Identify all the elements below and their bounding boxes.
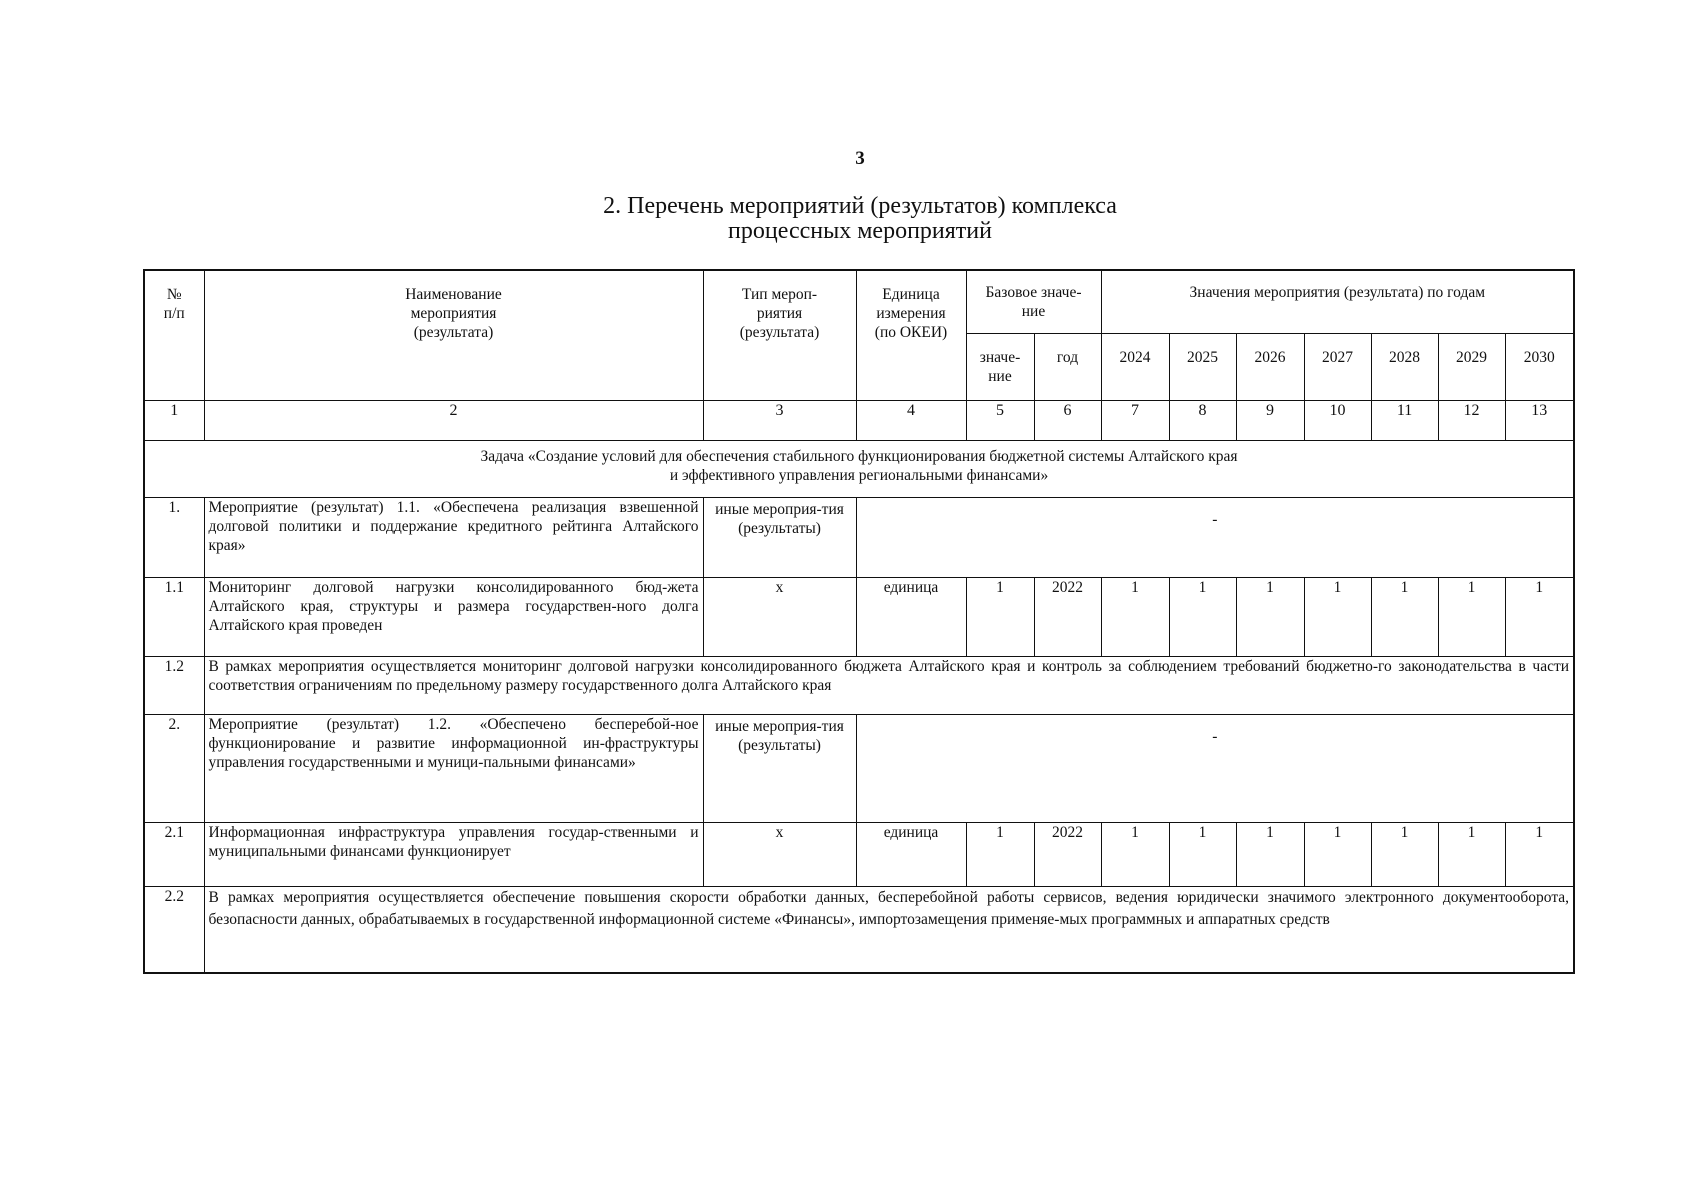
column-number: 6	[1034, 400, 1101, 440]
column-number: 8	[1169, 400, 1236, 440]
row-number: 2.1	[144, 822, 204, 886]
header-row-1	[144, 270, 1574, 333]
column-number: 1	[144, 400, 204, 440]
no-values-dash: -	[856, 497, 1574, 577]
header-year: 2024	[1101, 333, 1169, 400]
column-number: 12	[1438, 400, 1505, 440]
header-year: 2026	[1236, 333, 1304, 400]
activity-type: иные мероприя-тия (результаты)	[703, 714, 856, 822]
activity-type: иные мероприя-тия (результаты)	[703, 497, 856, 577]
row-number: 2.	[144, 714, 204, 822]
row-number: 1.1	[144, 577, 204, 656]
header-year: 2029	[1438, 333, 1505, 400]
year-value: 1	[1371, 577, 1438, 656]
header-type: Тип мероп- риятия (результата)	[703, 270, 856, 400]
header-year: 2028	[1371, 333, 1438, 400]
year-value: 1	[1438, 822, 1505, 886]
result-type: х	[703, 577, 856, 656]
column-number: 2	[204, 400, 703, 440]
column-number: 4	[856, 400, 966, 440]
column-numbers-row	[144, 400, 1574, 440]
header-name: Наименование мероприятия (результата)	[204, 270, 703, 400]
year-value: 1	[1505, 577, 1574, 656]
year-value: 1	[1236, 577, 1304, 656]
header-base: Базовое значе- ние	[966, 270, 1101, 333]
year-value: 1	[1505, 822, 1574, 886]
activities-table	[143, 269, 1575, 974]
title-line-2: процессных мероприятий	[728, 218, 992, 244]
year-value: 1	[1304, 577, 1371, 656]
activity-name: Мероприятие (результат) 1.1. «Обеспечена реализация взвешенной долговой политики и поддержание кредитного рейтинга Алтайского края»	[204, 497, 703, 577]
table-row	[144, 497, 1574, 577]
table-row	[144, 886, 1574, 973]
column-number: 5	[966, 400, 1034, 440]
row-number: 1.	[144, 497, 204, 577]
header-years-title: Значения мероприятия (результата) по годам	[1101, 270, 1574, 333]
no-values-dash: -	[856, 714, 1574, 822]
column-number: 11	[1371, 400, 1438, 440]
header-base-value: значе- ние	[966, 333, 1034, 400]
task-row	[144, 440, 1574, 497]
unit: единица	[856, 577, 966, 656]
result-name: Информационная инфраструктура управления государ-ственными и муниципальными финансами функционирует	[204, 822, 703, 886]
year-value: 1	[1236, 822, 1304, 886]
column-number: 10	[1304, 400, 1371, 440]
year-value: 1	[1169, 822, 1236, 886]
column-number: 13	[1505, 400, 1574, 440]
header-num: № п/п	[144, 270, 204, 400]
title-line-1: 2. Перечень мероприятий (результатов) комплекса	[603, 193, 1117, 219]
year-value: 1	[1169, 577, 1236, 656]
activity-description: В рамках мероприятия осуществляется мониторинг долговой нагрузки консолидированного бюджета Алтайского края и контроль за соблюдением требований бюджетно-го законодательства в части соответствия ограничениям по предельному размеру государственного долга Алтайского края	[204, 656, 1574, 714]
base-value: 1	[966, 577, 1034, 656]
header-year: 2025	[1169, 333, 1236, 400]
table-row	[144, 577, 1574, 656]
table-row	[144, 656, 1574, 714]
base-year: 2022	[1034, 822, 1101, 886]
row-number: 2.2	[144, 886, 204, 973]
unit: единица	[856, 822, 966, 886]
year-value: 1	[1438, 577, 1505, 656]
year-value: 1	[1101, 577, 1169, 656]
document-title	[0, 194, 1697, 244]
header-year: 2027	[1304, 333, 1371, 400]
result-name: Мониторинг долговой нагрузки консолидированного бюд-жета Алтайского края, структуры и размера государствен-ного долга Алтайского края проведен	[204, 577, 703, 656]
activity-description: В рамках мероприятия осуществляется обеспечение повышения скорости обработки данных, бесперебойной работы сервисов, ведения юридически значимого электронного документооборота, безопасности данных, обрабатываемых в государственной информационной системе «Финансы», импортозамещения применяе-мых программных и аппаратных средств	[204, 886, 1574, 973]
header-unit: Единица измерения (по ОКЕИ)	[856, 270, 966, 400]
header-year: 2030	[1505, 333, 1574, 400]
activity-name: Мероприятие (результат) 1.2. «Обеспечено бесперебой-ное функционирование и развитие информационной ин-фраструктуры управления государственными и муници-пальными финансами»	[204, 714, 703, 822]
column-number: 3	[703, 400, 856, 440]
year-value: 1	[1101, 822, 1169, 886]
result-type: х	[703, 822, 856, 886]
page-number: 3	[855, 148, 865, 169]
table-row	[144, 822, 1574, 886]
column-number: 9	[1236, 400, 1304, 440]
year-value: 1	[1304, 822, 1371, 886]
column-number: 7	[1101, 400, 1169, 440]
header-base-year: год	[1034, 333, 1101, 400]
base-value: 1	[966, 822, 1034, 886]
base-year: 2022	[1034, 577, 1101, 656]
year-value: 1	[1371, 822, 1438, 886]
row-number: 1.2	[144, 656, 204, 714]
task-cell: Задача «Создание условий для обеспечения стабильного функционирования бюджетной системы Алтайского края и эффективного управления региональными финансами»	[144, 440, 1574, 497]
table-row	[144, 714, 1574, 822]
